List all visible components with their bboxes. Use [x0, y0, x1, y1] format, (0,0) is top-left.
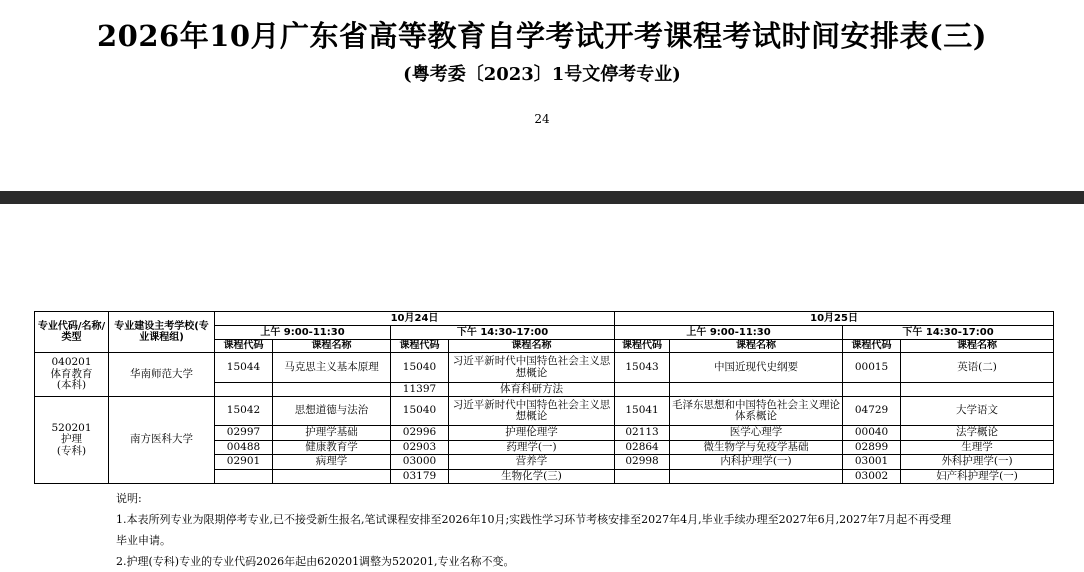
header-day2: 10月25日 [615, 312, 1054, 326]
header-course-name: 课程名称 [273, 340, 391, 353]
course-name [901, 383, 1054, 397]
course-name: 英语(二) [901, 353, 1054, 383]
course-name: 营养学 [449, 455, 615, 470]
school-name: 华南师范大学 [109, 353, 215, 397]
course-name: 妇产科护理学(一) [901, 470, 1054, 484]
course-code: 15044 [215, 353, 273, 383]
course-code: 04729 [843, 397, 901, 426]
note-item: 1.本表所列专业为限期停考专业,已不接受新生报名,笔试课程安排至2026年10月;实践性学习环节考核安排至2027年4月,毕业手续办理至2027年6月,2027年7月起不再受理 [116, 513, 952, 526]
major-info: 520201 护理 (专科) [35, 397, 109, 484]
course-name: 病理学 [273, 455, 391, 470]
note-item: 毕业申请。 [116, 534, 171, 547]
course-name: 药理学(一) [449, 441, 615, 455]
header-course-name: 课程名称 [901, 340, 1054, 353]
header-course-code: 课程代码 [215, 340, 273, 353]
course-code: 03000 [391, 455, 449, 470]
course-code: 15040 [391, 397, 449, 426]
course-code: 00015 [843, 353, 901, 383]
table-row [35, 353, 1054, 383]
course-code: 02997 [215, 426, 273, 441]
course-code: 15040 [391, 353, 449, 383]
course-code: 02113 [615, 426, 670, 441]
course-code: 15042 [215, 397, 273, 426]
course-name [273, 383, 391, 397]
header-day2-am: 上午 9:00-11:30 [615, 326, 843, 340]
major-info: 040201 体育教育 (本科) [35, 353, 109, 397]
notes-section [116, 488, 1046, 572]
document-subtitle: (粤考委〔2023〕1号文停考专业) [403, 64, 681, 85]
course-code: 00040 [843, 426, 901, 441]
exam-schedule-table [34, 311, 1054, 484]
course-name: 外科护理学(一) [901, 455, 1054, 470]
course-name: 中国近现代史纲要 [670, 353, 843, 383]
header-course-code: 课程代码 [615, 340, 670, 353]
course-code [215, 470, 273, 484]
course-name [273, 470, 391, 484]
course-code: 15043 [615, 353, 670, 383]
course-name: 体育科研方法 [449, 383, 615, 397]
course-name [670, 470, 843, 484]
course-name: 健康教育学 [273, 441, 391, 455]
course-code: 02996 [391, 426, 449, 441]
course-name: 微生物学与免疫学基础 [670, 441, 843, 455]
course-name: 护理学基础 [273, 426, 391, 441]
course-code [615, 470, 670, 484]
course-name: 医学心理学 [670, 426, 843, 441]
school-name: 南方医科大学 [109, 397, 215, 484]
header-course-name: 课程名称 [670, 340, 843, 353]
course-name: 法学概论 [901, 426, 1054, 441]
course-name: 思想道德与法治 [273, 397, 391, 426]
course-code: 00488 [215, 441, 273, 455]
table-row [35, 397, 1054, 426]
course-name: 习近平新时代中国特色社会主义思想概论 [449, 397, 615, 426]
header-course-code: 课程代码 [843, 340, 901, 353]
course-code [215, 383, 273, 397]
course-code: 03002 [843, 470, 901, 484]
header-course-code: 课程代码 [391, 340, 449, 353]
course-code: 03001 [843, 455, 901, 470]
header-day2-pm: 下午 14:30-17:00 [843, 326, 1054, 340]
course-name: 护理伦理学 [449, 426, 615, 441]
page-divider [0, 191, 1084, 204]
course-name: 毛泽东思想和中国特色社会主义理论体系概论 [670, 397, 843, 426]
header-day1-pm: 下午 14:30-17:00 [391, 326, 615, 340]
header-row [35, 312, 1054, 326]
course-name: 习近平新时代中国特色社会主义思想概论 [449, 353, 615, 383]
course-name: 生物化学(三) [449, 470, 615, 484]
note-item: 2.护理(专科)专业的专业代码2026年起由620201调整为520201,专业名称不变。 [116, 555, 515, 568]
course-name: 内科护理学(一) [670, 455, 843, 470]
course-name: 马克思主义基本原理 [273, 353, 391, 383]
course-name: 生理学 [901, 441, 1054, 455]
course-code: 11397 [391, 383, 449, 397]
header-major: 专业代码/名称/类型 [35, 312, 109, 353]
course-code [843, 383, 901, 397]
header-day1: 10月24日 [215, 312, 615, 326]
course-code [615, 383, 670, 397]
course-code: 02903 [391, 441, 449, 455]
header-school: 专业建设主考学校(专业课程组) [109, 312, 215, 353]
notes-label: 说明: [116, 492, 142, 505]
page-number: 24 [534, 112, 550, 126]
course-code: 02998 [615, 455, 670, 470]
course-code: 02901 [215, 455, 273, 470]
course-code: 15041 [615, 397, 670, 426]
course-name [670, 383, 843, 397]
header-course-name: 课程名称 [449, 340, 615, 353]
course-code: 03179 [391, 470, 449, 484]
header-day1-am: 上午 9:00-11:30 [215, 326, 391, 340]
page-title: 2026年10月广东省高等教育自学考试开考课程考试时间安排表(三) [96, 19, 987, 53]
course-code: 02899 [843, 441, 901, 455]
course-name: 大学语文 [901, 397, 1054, 426]
course-code: 02864 [615, 441, 670, 455]
